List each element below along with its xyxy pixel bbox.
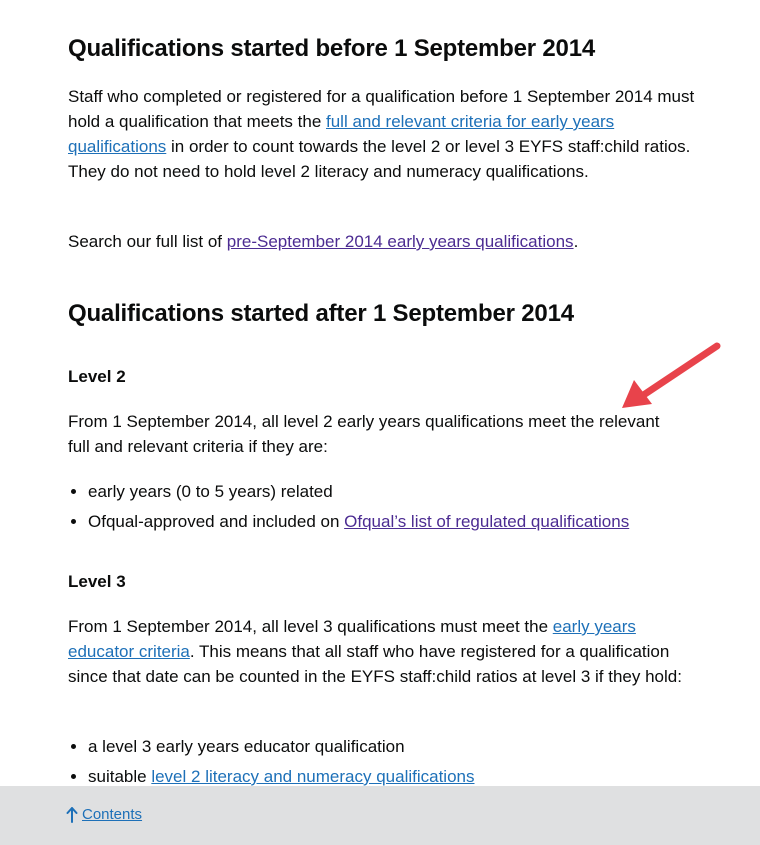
arrow-up-icon [66, 807, 78, 823]
level-3-list [68, 734, 728, 794]
list-item: • a level 3 early years educator qualification [88, 734, 728, 759]
heading-level-3: Level 3 [68, 572, 126, 591]
red-pointer-arrow-icon [612, 338, 732, 418]
ofqual-list-link[interactable]: Ofqual’s list of regulated qualifications [344, 512, 630, 531]
paragraph-level-2: From 1 September 2014, all level 2 early years qualifications meet the relevant full and relevant criteria if they are: [68, 412, 660, 456]
paragraph-level-3 [68, 614, 693, 689]
heading-after-2014: Qualifications started after 1 September 2014 [68, 300, 574, 327]
list-item-text: Ofqual-approved and included on [88, 512, 345, 531]
level-2-list [68, 479, 728, 539]
list-item-text: suitable [88, 767, 152, 786]
paragraph-search [68, 229, 703, 254]
list-item: • early years (0 to 5 years) related [88, 479, 728, 504]
paragraph-text: Search our full list of [68, 232, 227, 251]
paragraph-text: in order to count towards the level 2 or level 3 EYFS staff:child ratios. They do not need to hold level 2 literacy and numeracy qualifications. [68, 137, 691, 181]
paragraph-before-2014 [68, 84, 703, 184]
pre-september-qualifications-link[interactable]: pre-September 2014 early years qualifications [226, 232, 574, 251]
literacy-numeracy-link[interactable]: level 2 literacy and numeracy qualifications [151, 767, 475, 786]
contents-footer [0, 786, 760, 845]
heading-before-2014: Qualifications started before 1 September 2014 [68, 35, 595, 62]
paragraph-text: . This means that all staff who have registered for a qualification since that date can be counted in the EYFS staff:child ratios at level 3 if they hold: [68, 642, 682, 686]
early-years-educator-criteria-link[interactable]: early years educator criteria [68, 617, 636, 661]
list-item [88, 509, 728, 534]
paragraph-text: From 1 September 2014, all level 3 qualifications must meet the [68, 617, 553, 636]
contents-link[interactable] [66, 806, 142, 823]
paragraph-text: Staff who completed or registered for a qualification before 1 September 2014 must hold a qualification that meets the [68, 87, 695, 131]
paragraph-text: . [573, 232, 579, 251]
full-relevant-criteria-link[interactable]: full and relevant criteria for early years qualifications [68, 112, 615, 156]
heading-level-2: Level 2 [68, 367, 126, 386]
contents-label: Contents [82, 806, 143, 823]
